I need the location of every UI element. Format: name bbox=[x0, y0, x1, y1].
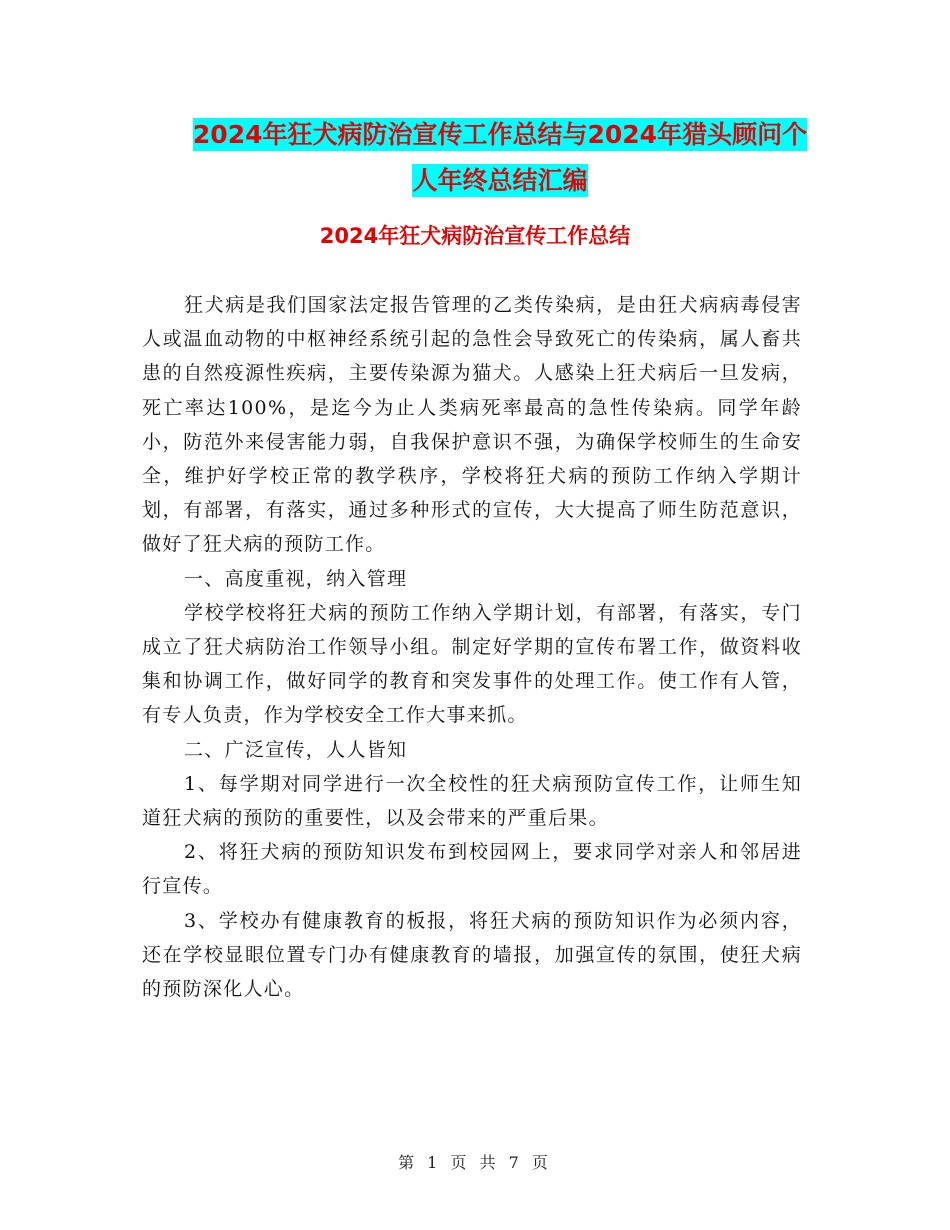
page-number-footer: 第 1 页 共 7 页 bbox=[398, 1153, 552, 1172]
document-title-line-2: 人年终总结汇编 bbox=[412, 166, 588, 195]
paragraph-section-1: 学校学校将狂犬病的预防工作纳入学期计划，有部署，有落实，专门成立了狂犬病防治工作领导小组。制定好学期的宣传布署工作，做资料收集和协调工作，做好同学的教育和突发事件的处理工作。使工作有人管，有专人负责，作为学校安全工作大事来抓。 bbox=[142, 601, 802, 727]
heading-section-2: 二、广泛宣传，人人皆知 bbox=[184, 738, 408, 761]
document-title bbox=[120, 112, 880, 204]
document-title-line-1: 2024年狂犬病防治宣传工作总结与2024年猎头顾问个 bbox=[192, 120, 808, 149]
list-item-1: 1、每学期对同学进行一次全校性的狂犬病预防宣传工作，让师生知道狂犬病的预防的重要性，以及会带来的严重后果。 bbox=[142, 772, 802, 830]
heading-section-1: 一、高度重视，纳入管理 bbox=[184, 567, 408, 590]
section-title: 2024年狂犬病防治宣传工作总结 bbox=[319, 224, 631, 248]
paragraph-intro: 狂犬病是我们国家法定报告管理的乙类传染病，是由狂犬病病毒侵害人或温血动物的中枢神经系统引起的急性会导致死亡的传染病，属人畜共患的自然疫源性疾病，主要传染源为猫犬。人感染上狂犬病后一旦发病，死亡率达100%，是迄今为止人类病死率最高的急性传染病。同学年龄小，防范外来侵害能力弱，自我保护意识不强，为确保学校师生的生命安全，维护好学校正常的教学秩序，学校将狂犬病的预防工作纳入学期计划，有部署，有落实，通过多种形式的宣传，大大提高了师生防范意识，做好了狂犬病的预防工作。 bbox=[142, 294, 802, 556]
list-item-3: 3、学校办有健康教育的板报，将狂犬病的预防知识作为必须内容，还在学校显眼位置专门办有健康教育的墙报，加强宣传的氛围，使狂犬病的预防深化人心。 bbox=[142, 909, 802, 1001]
document-body bbox=[142, 288, 802, 1006]
list-item-2: 2、将狂犬病的预防知识发布到校园网上，要求同学对亲人和邻居进行宣传。 bbox=[142, 841, 802, 898]
